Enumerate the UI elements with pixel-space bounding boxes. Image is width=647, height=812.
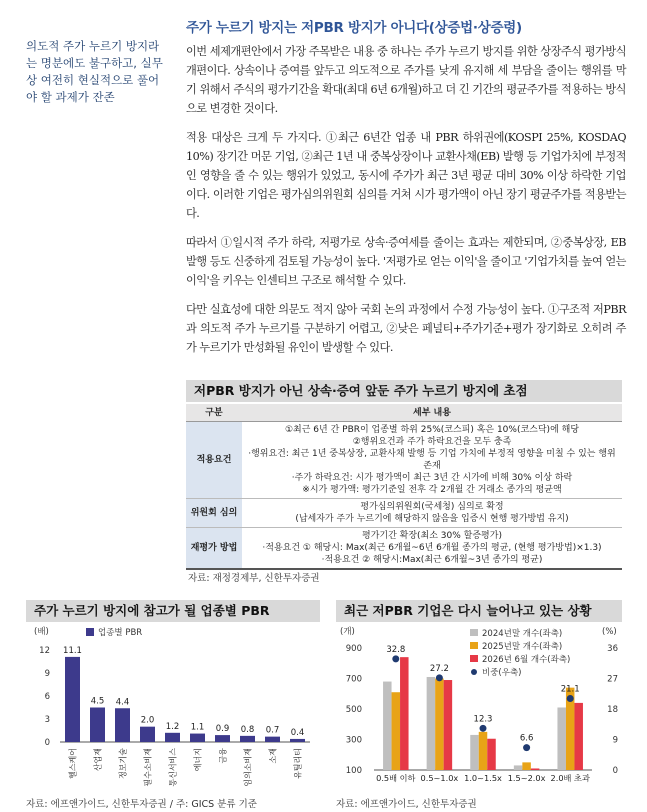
section-title: 주가 누르기 방지는 저PBR 방지가 아니다(상증법·상증령) xyxy=(186,20,522,36)
bar xyxy=(190,734,205,742)
bar xyxy=(470,735,479,770)
table-row xyxy=(186,422,622,499)
sidebar-summary: 의도적 주가 누르기 방지라는 명분에도 불구하고, 실무상 여전히 현실적으로 풀어야 할 과제가 잔존 xyxy=(26,39,163,104)
row-content xyxy=(242,528,622,570)
bar xyxy=(435,679,444,771)
row-line: ※시가 평가액: 평가기준일 전후 각 2개월 간 거래소 종가의 평균액 xyxy=(302,485,562,495)
data-label: 6.6 xyxy=(519,733,534,744)
chart1-source: 자료: 에프앤가이드, 신한투자증권 / 주: GICS 분류 기준 xyxy=(26,799,257,810)
row-line: (납세자가 주가 누르기에 해당하지 않음을 입증시 현행 평가방법 유지) xyxy=(295,514,569,524)
x-tick-label: 통신서비스 xyxy=(168,748,178,787)
row-line: 평가기간 확장(최소 30% 할증평가) xyxy=(362,531,502,541)
legend-label: 2025년말 개수(좌축) xyxy=(482,642,563,652)
row-line: ·적용요건 ② 해당시:Max(최근 6개월~3년 종가의 평균) xyxy=(321,555,543,565)
legend-swatch xyxy=(86,628,94,636)
bar xyxy=(265,737,280,742)
table-row xyxy=(186,499,622,528)
table-header: 구분 xyxy=(186,404,242,422)
ratio-point xyxy=(567,695,574,702)
y-tick-label-right: 18 xyxy=(607,705,618,715)
bar xyxy=(574,703,583,770)
row-label: 위원회 심의 xyxy=(186,499,242,528)
ratio-point xyxy=(480,725,487,732)
row-line: 평가심의위원회(국세청) 심의로 확정 xyxy=(360,502,504,512)
legend-label: 2026년 6월 개수(좌축) xyxy=(482,655,571,665)
row-line: ①최근 6년 간 PBR이 업종별 하위 25%(코스피) 혹은 10%(코스닥)에 해당 xyxy=(284,425,580,435)
y-tick-label-right: 0 xyxy=(612,766,618,776)
y-tick-label: 6 xyxy=(44,692,50,702)
table-header: 세부 내용 xyxy=(242,404,622,422)
table-row xyxy=(186,528,622,570)
data-label: 0.4 xyxy=(290,727,305,738)
ratio-point xyxy=(523,744,530,751)
x-tick-label: 1.0~1.5x xyxy=(464,773,502,783)
data-label: 27.2 xyxy=(429,663,449,674)
legend-label: 비중(우축) xyxy=(482,668,522,678)
table-title: 저PBR 방지가 아닌 상속·증여 앞둔 주가 누르기 방지에 초점 xyxy=(186,380,622,402)
main-content xyxy=(186,16,626,367)
legend-label: 2024년말 개수(좌축) xyxy=(482,629,563,639)
bar xyxy=(400,657,409,770)
bar xyxy=(140,727,155,742)
bar xyxy=(90,708,105,743)
paragraph-2: 적용 대상은 크게 두 가지다. ①최근 6년간 업종 내 PBR 하위권에(KOSPI 25%, KOSDAQ 10%) 장기간 머문 기업, ②최근 1년 내 중복상장이나 교환사채(EB) 발행 등 기업가치에 부정적인 영향을 줄 수 있는 행위가 있었고, 동시에 주가가 최근 3년 평균 대비 30% 이상 하락한 기업이다. 이러한 기업은 평가심의위원회 심의를 거쳐 시가 평가액이 아닌 장기 평균주가를 적용받는다. xyxy=(186,131,626,220)
y-tick-label: 0 xyxy=(44,738,50,748)
data-label: 1.2 xyxy=(165,721,180,732)
y-tick-label-right: 27 xyxy=(607,674,618,685)
y-tick-label-left: 100 xyxy=(345,766,362,776)
ratio-point xyxy=(392,655,399,662)
row-line: ②행위요건과 주가 하락요건을 모두 충족 xyxy=(352,437,512,447)
table-header-row xyxy=(186,404,622,422)
row-content xyxy=(242,499,622,528)
bar xyxy=(290,739,305,742)
paragraph-4: 다만 실효성에 대한 의문도 적지 않아 국회 논의 과정에서 수정 가능성이 높다. ①구조적 저PBR과 의도적 주가 누르기를 구분하기 어렵고, ②낮은 페널티+주가기준+평가 장기화로 오히려 주가 누르기가 만성화될 유인이 발생할 수 있다. xyxy=(186,303,626,354)
x-tick-label: 산업재 xyxy=(93,748,103,772)
bar xyxy=(240,736,255,742)
table-source: 자료: 재정경제부, 신한투자증권 xyxy=(188,573,320,584)
x-tick-label: 1.5~2.0x xyxy=(507,773,546,783)
bar xyxy=(557,707,566,770)
x-tick-label: 에너지 xyxy=(193,748,203,772)
row-label: 재평가 방법 xyxy=(186,528,242,570)
data-label: 4.4 xyxy=(115,697,130,708)
chart2-svg xyxy=(336,622,622,794)
y-tick-label-left: 900 xyxy=(345,644,362,654)
x-tick-label: 헬스케어 xyxy=(68,748,78,779)
data-label: 11.1 xyxy=(63,645,82,656)
y-tick-label-left: 300 xyxy=(345,735,362,746)
y-tick-label-left: 500 xyxy=(345,705,362,715)
data-label: 32.8 xyxy=(386,644,406,655)
bar xyxy=(514,765,523,770)
bar xyxy=(392,692,401,770)
y-tick-label: 9 xyxy=(44,669,50,679)
row-line: ·주가 하락요건: 시가 평가액이 최근 3년 간 시가에 비해 30% 이상 하락 xyxy=(291,473,573,483)
bar xyxy=(531,768,540,770)
chart2-source: 자료: 에프앤가이드, 신한투자증권 xyxy=(336,799,477,810)
x-tick-label: 필수소비재 xyxy=(143,748,153,787)
row-content xyxy=(242,422,622,499)
chart2-title: 최근 저PBR 기업은 다시 늘어나고 있는 상황 xyxy=(336,600,622,622)
x-tick-label: 2.0배 초과 xyxy=(550,773,590,783)
policy-table xyxy=(186,404,622,570)
data-label: 12.3 xyxy=(473,714,493,725)
y-axis-unit-right: (%) xyxy=(602,627,617,637)
data-label: 4.5 xyxy=(90,696,105,707)
bar xyxy=(427,677,436,770)
y-tick-label-right: 9 xyxy=(612,735,618,746)
y-tick-label-left: 700 xyxy=(345,674,362,685)
bar xyxy=(65,657,80,742)
row-line: ·행위요건: 최근 1년 중복상장, 교환사채 발행 등 기업 가치에 부정적 영향을 미칠 수 있는 행위 존재 xyxy=(248,449,616,471)
row-line: ·적용요건 ① 해당시: Max(최근 6개월~6년 6개월 종가의 평균, (현행 평가방법)×1.3) xyxy=(262,543,602,553)
x-tick-label: 0.5배 이하 xyxy=(376,773,416,783)
bar xyxy=(479,732,488,770)
row-label: 적용요건 xyxy=(186,422,242,499)
chart1-svg xyxy=(26,622,320,794)
data-label: 1.1 xyxy=(190,722,205,733)
bar xyxy=(115,708,130,742)
chart1-title: 주가 누르기 방지에 참고가 될 업종별 PBR xyxy=(26,600,320,622)
legend-swatch xyxy=(470,655,478,662)
y-tick-label: 12 xyxy=(39,646,50,656)
data-label: 21.1 xyxy=(560,684,580,695)
bar xyxy=(487,739,496,770)
legend-marker xyxy=(471,669,477,675)
paragraph-1: 이번 세제개편안에서 가장 주목받은 내용 중 하나는 주가 누르기 방지를 위한 상장주식 평가방식 개편이다. 상속이나 증여를 앞두고 의도적으로 주가를 낮게 유지해 세 부담을 줄이는 행위를 막기 위해서 주식의 평가기간을 확대(최대 6년 6개월)하고 더 긴 기간의 평균주가를 적용하는 방식으로 변경한 것이다. xyxy=(186,45,626,115)
bar xyxy=(165,733,180,742)
data-label: 0.8 xyxy=(240,724,255,735)
bar xyxy=(522,762,531,770)
paragraph-3: 따라서 ①일시적 주가 하락, 저평가로 상속·증여세를 줄이는 효과는 제한되며, ②중복상장, EB 발행 등도 신중하게 검토될 가능성이 높다. '저평가로 얻는 이익'을 줄이고 '기업가치를 높여 얻는 이익'을 키우는 인센티브 구조로 해석할 수 있다. xyxy=(186,236,626,287)
bar xyxy=(383,682,392,770)
data-label: 0.7 xyxy=(265,725,280,736)
data-label: 0.9 xyxy=(215,724,230,735)
bar xyxy=(444,680,453,770)
x-tick-label: 금융 xyxy=(218,748,228,764)
data-label: 2.0 xyxy=(140,715,155,726)
y-axis-unit: (배) xyxy=(34,627,49,637)
y-axis-unit-left: (개) xyxy=(340,627,355,637)
x-tick-label: 0.5~1.0x xyxy=(420,773,459,783)
x-tick-label: 소재 xyxy=(268,748,278,764)
legend-swatch xyxy=(470,642,478,649)
legend-swatch xyxy=(470,629,478,636)
y-tick-label: 3 xyxy=(44,715,50,725)
x-tick-label: 유틸리티 xyxy=(293,748,303,779)
x-tick-label: 임의소비재 xyxy=(243,748,253,787)
y-tick-label-right: 36 xyxy=(607,644,618,654)
ratio-point xyxy=(436,674,443,681)
legend-label: 업종별 PBR xyxy=(98,628,143,638)
bar xyxy=(215,735,230,742)
x-tick-label: 정보기술 xyxy=(118,748,128,779)
